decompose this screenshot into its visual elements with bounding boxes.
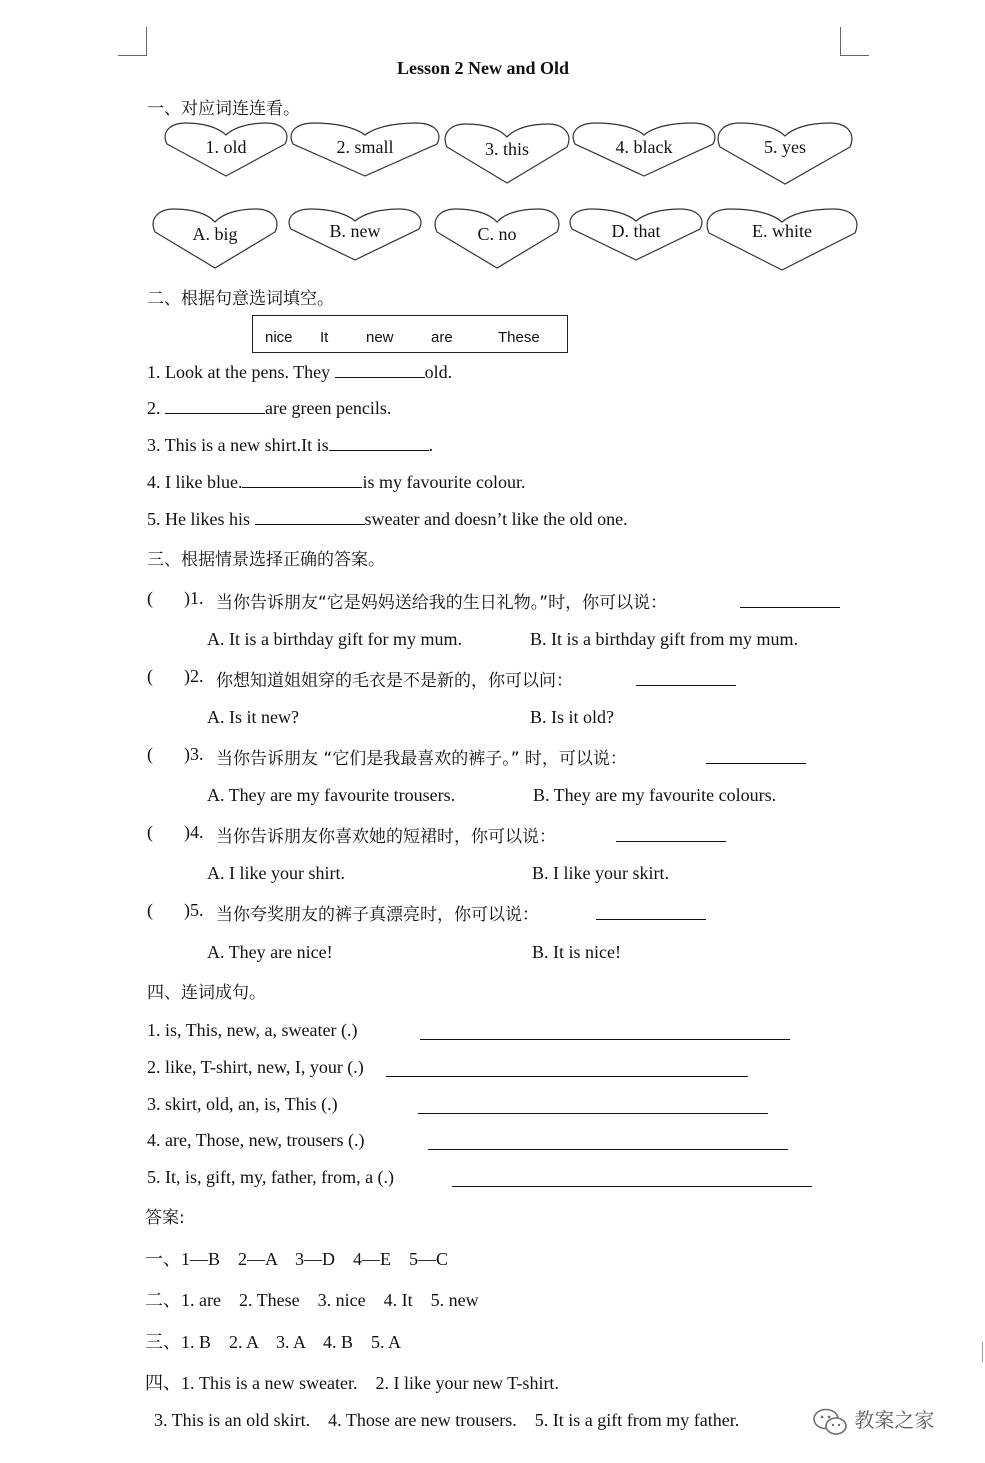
heart-bottom-c-label: C. no (477, 224, 517, 244)
question-text: 2. (147, 398, 165, 418)
answer-line[interactable] (428, 1149, 788, 1150)
choice-number: )5. (184, 900, 204, 920)
corner-mark-top-left (118, 27, 147, 56)
option-a: A. It is a birthday gift for my mum. (207, 629, 462, 649)
answer-blank[interactable] (242, 473, 362, 488)
option-a: A. They are nice! (207, 942, 333, 962)
choice-number: )1. (184, 588, 204, 608)
fill-question-4 (147, 472, 525, 493)
answer-line[interactable] (740, 607, 840, 608)
watermark (812, 1404, 934, 1437)
option-b: B. They are my favourite colours. (533, 785, 777, 805)
choice-paren: ( (147, 822, 153, 842)
answers-heading: 答案: (145, 1208, 185, 1228)
heart-top-2 (290, 120, 440, 178)
question-text: sweater and doesn’t like the old one. (364, 509, 628, 529)
question-text: 1. Look at the pens. They (147, 362, 335, 382)
reorder-item: 4. are, Those, new, trousers (.) (147, 1130, 365, 1150)
word-bank-item: nice (265, 329, 293, 346)
answer-line-4: 四、1. This is a new sweater. 2. I like your new T-shirt. (145, 1373, 559, 1393)
choice-number: )3. (184, 744, 204, 764)
fill-question-5 (147, 509, 628, 530)
heart-bottom-e-label: E. white (752, 221, 812, 241)
reorder-item: 3. skirt, old, an, is, This (.) (147, 1094, 338, 1114)
option-a: A. They are my favourite trousers. (207, 785, 456, 805)
question-text: 5. He likes his (147, 509, 255, 529)
section4-heading: 四、连词成句。 (147, 983, 266, 1003)
wechat-icon (812, 1407, 848, 1437)
reorder-item: 2. like, T-shirt, new, I, your (.) (147, 1057, 364, 1077)
question-text: . (428, 435, 434, 455)
answer-line-1: 一、1—B 2—A 3—D 4—E 5—C (145, 1249, 449, 1269)
choice-prompt: 当你告诉朋友你喜欢她的短裙时，你可以说： (216, 827, 556, 847)
choice-prompt: 你想知道姐姐穿的毛衣是不是新的，你可以问： (216, 671, 573, 691)
question-text: old. (424, 362, 453, 382)
option-a: A. Is it new? (207, 707, 299, 727)
answer-line-5: 3. This is an old skirt. 4. Those are new trousers. 5. It is a gift from my father. (154, 1410, 740, 1430)
answer-line[interactable] (452, 1186, 812, 1187)
heart-bottom-d (569, 206, 703, 262)
edge-mark (982, 1342, 983, 1362)
choice-paren: ( (147, 666, 153, 686)
heart-bottom-e (706, 206, 858, 272)
word-bank-item: It (320, 329, 329, 346)
choice-number: )2. (184, 666, 204, 686)
heart-top-1-label: 1. old (205, 137, 247, 157)
section3-heading: 三、根据情景选择正确的答案。 (147, 550, 385, 570)
reorder-item: 5. It, is, gift, my, father, from, a (.) (147, 1167, 395, 1187)
answer-line[interactable] (418, 1113, 768, 1114)
choice-paren: ( (147, 744, 153, 764)
choice-number: )4. (184, 822, 204, 842)
section1-heading: 一、对应词连连看。 (147, 99, 300, 119)
answer-line[interactable] (420, 1039, 790, 1040)
word-bank-item: are (431, 329, 453, 346)
choice-prompt: 当你告诉朋友“它是妈妈送给我的生日礼物。”时，你可以说： (216, 593, 668, 613)
heart-top-4 (572, 120, 716, 178)
word-bank-box (252, 315, 568, 353)
heart-bottom-c (434, 206, 560, 270)
answer-blank[interactable] (255, 510, 365, 525)
option-a: A. I like your shirt. (207, 863, 345, 883)
answer-line-2: 二、1. are 2. These 3. nice 4. It 5. new (145, 1290, 479, 1310)
choice-prompt: 当你夸奖朋友的裤子真漂亮时，你可以说： (216, 905, 539, 925)
fill-question-3 (147, 435, 433, 456)
answer-blank[interactable] (165, 399, 265, 414)
heart-bottom-d-label: D. that (611, 221, 661, 241)
word-bank-item: These (498, 329, 540, 346)
heart-bottom-a-label: A. big (192, 224, 238, 244)
answer-blank[interactable] (335, 363, 425, 378)
heart-top-2-label: 2. small (336, 137, 394, 157)
question-text: 3. This is a new shirt.It is (147, 435, 329, 455)
question-text: are green pencils. (265, 398, 392, 418)
heart-bottom-b-label: B. new (329, 221, 381, 241)
choice-paren: ( (147, 588, 153, 608)
corner-mark-top-right (840, 27, 869, 56)
heart-top-1 (164, 120, 288, 178)
fill-question-2 (147, 398, 391, 419)
heart-top-5-label: 5. yes (764, 137, 806, 157)
answer-line-3: 三、1. B 2. A 3. A 4. B 5. A (145, 1332, 402, 1352)
option-b: B. Is it old? (530, 707, 614, 727)
option-b: B. It is a birthday gift from my mum. (530, 629, 798, 649)
answer-line[interactable] (616, 841, 726, 842)
answer-line[interactable] (636, 685, 736, 686)
heart-bottom-b (288, 206, 422, 262)
word-bank-item: new (366, 329, 394, 346)
heart-top-4-label: 4. black (615, 137, 673, 157)
question-text: is my favourite colour. (362, 472, 526, 492)
heart-bottom-a (152, 206, 278, 270)
option-b: B. I like your skirt. (532, 863, 669, 883)
choice-prompt: 当你告诉朋友 “它们是我最喜欢的裤子。” 时，可以说： (216, 749, 627, 769)
choice-paren: ( (147, 900, 153, 920)
question-text: 4. I like blue. (147, 472, 243, 492)
heart-top-3 (444, 121, 570, 185)
fill-question-1 (147, 362, 452, 383)
answer-line[interactable] (386, 1076, 748, 1077)
page-title: Lesson 2 New and Old (397, 58, 570, 78)
answer-blank[interactable] (329, 436, 429, 451)
watermark-text: 教案之家 (854, 1408, 935, 1432)
section2-heading: 二、根据句意选词填空。 (147, 289, 334, 309)
heart-top-5 (717, 120, 853, 186)
answer-line[interactable] (596, 919, 706, 920)
reorder-item: 1. is, This, new, a, sweater (.) (147, 1020, 358, 1040)
heart-top-3-label: 3. this (484, 139, 529, 159)
option-b: B. It is nice! (532, 942, 621, 962)
answer-line[interactable] (706, 763, 806, 764)
